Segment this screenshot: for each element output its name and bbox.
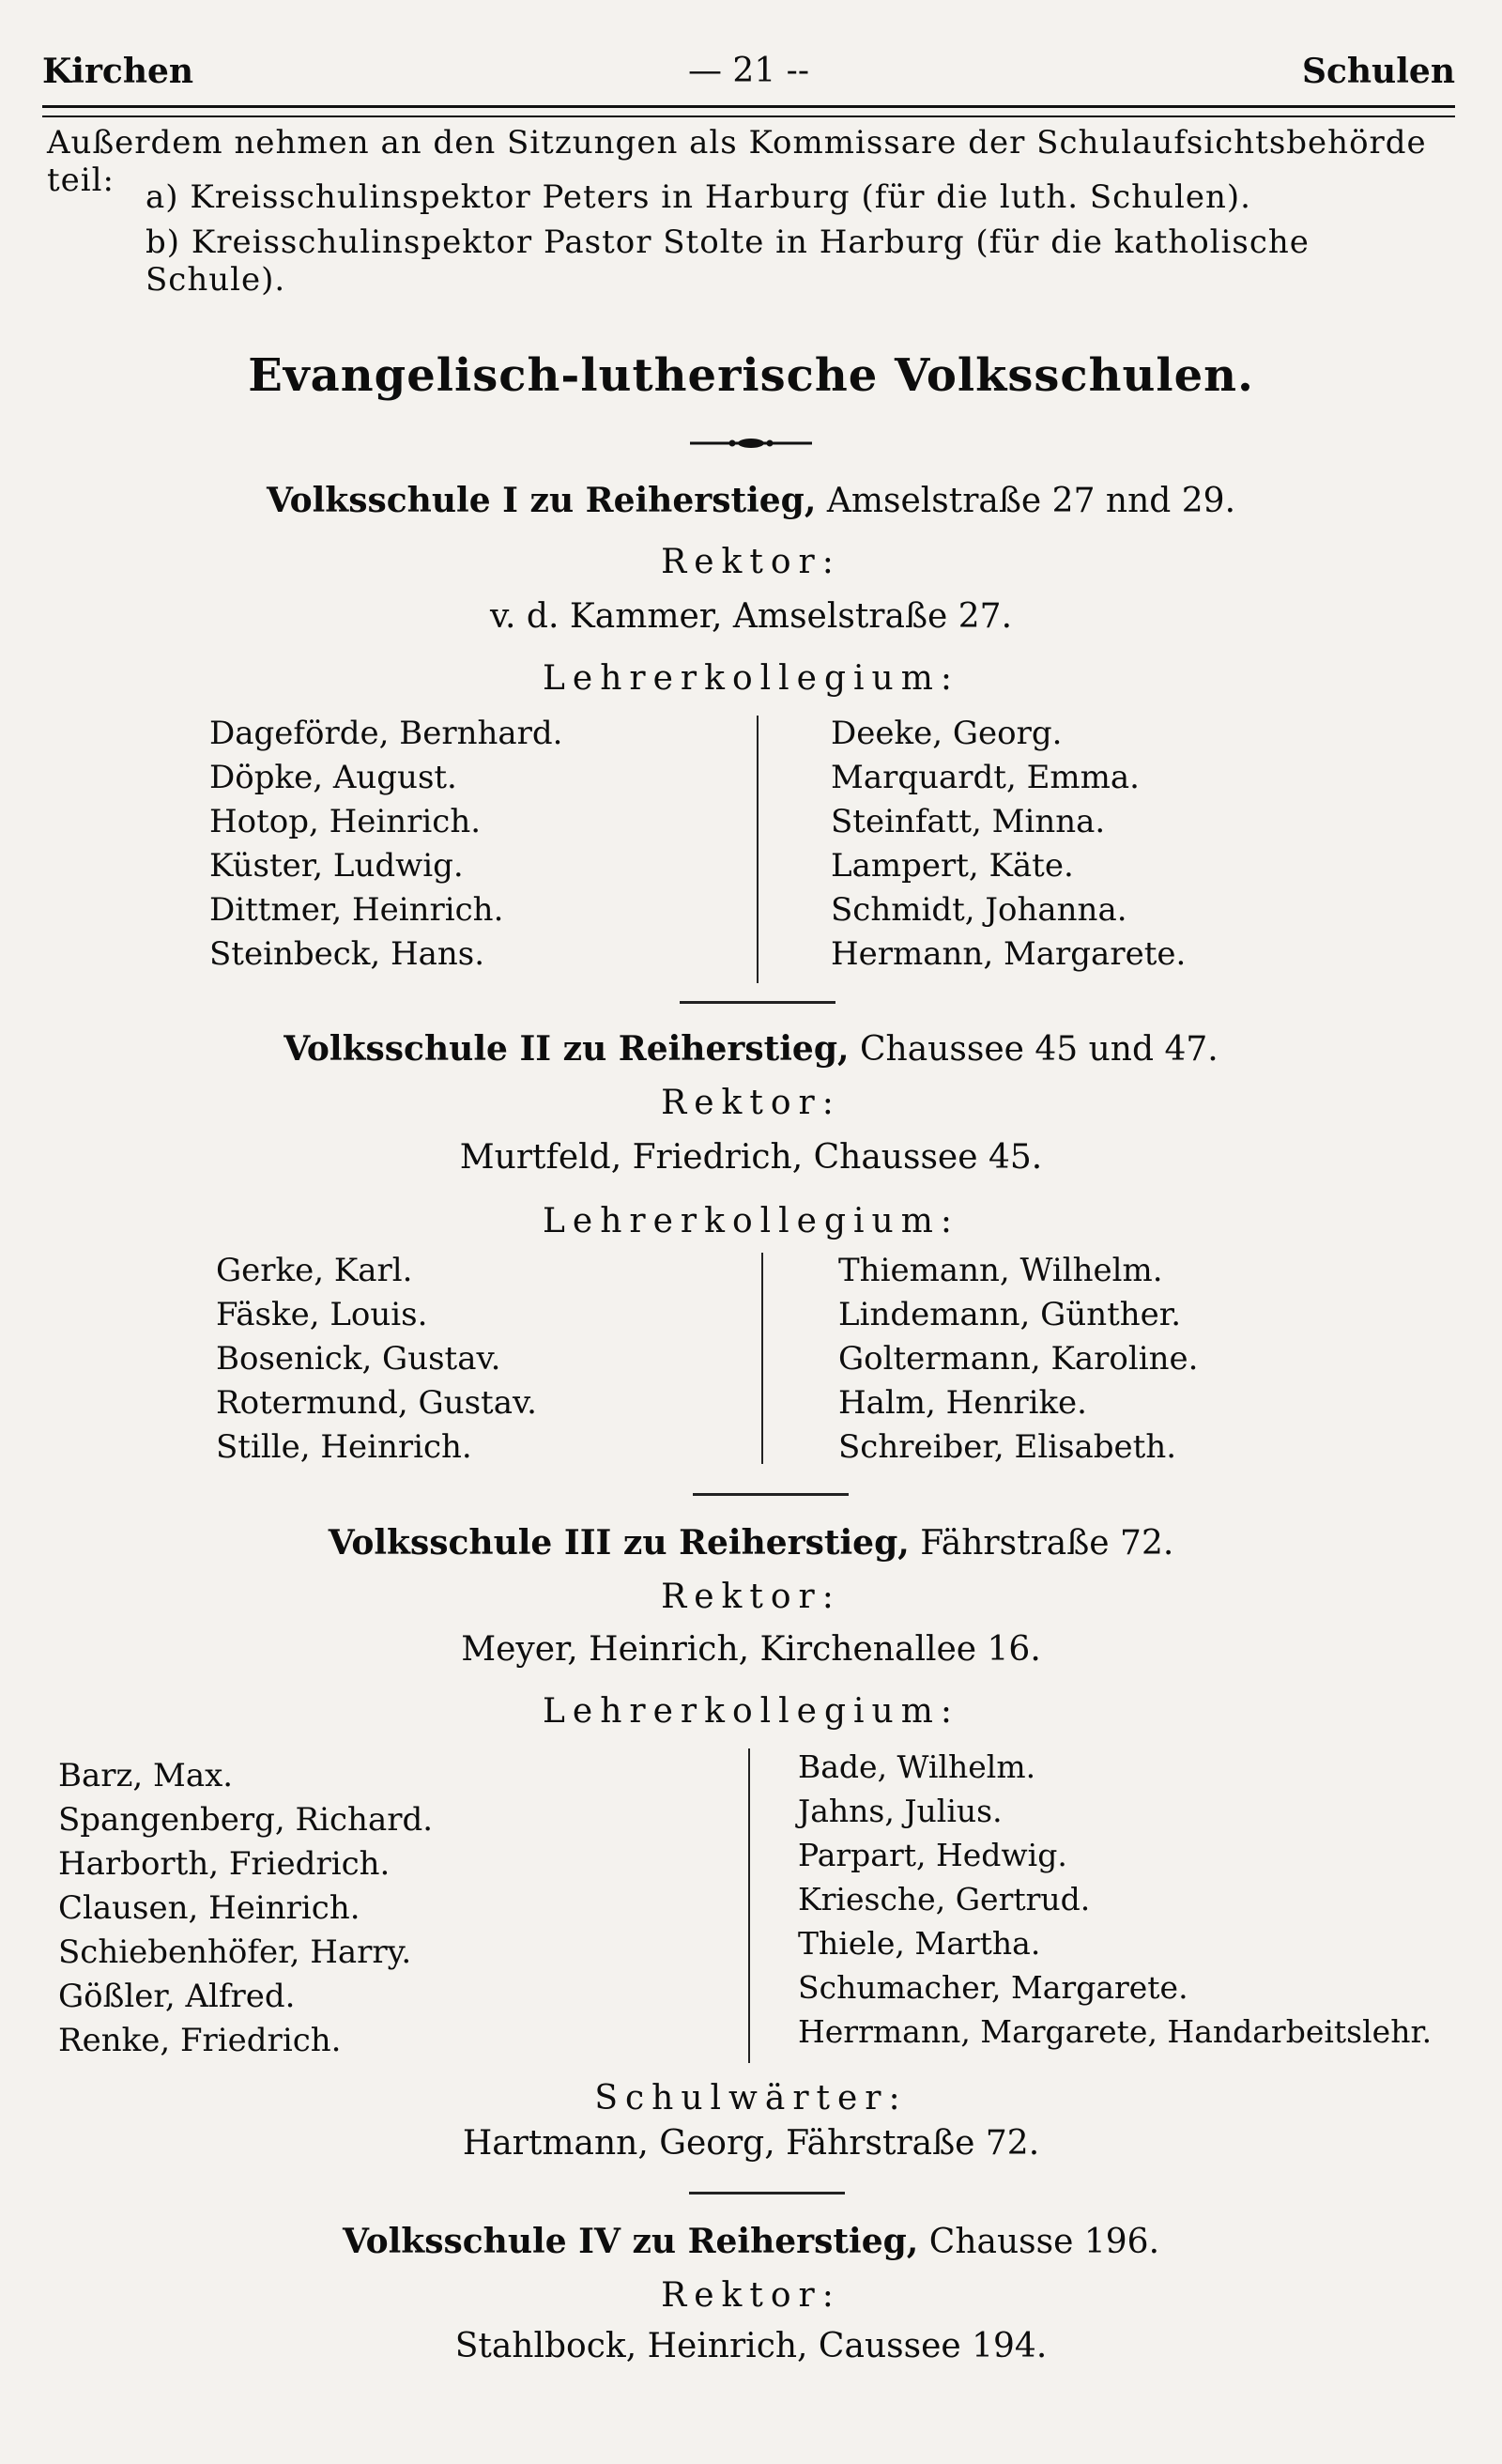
column-divider: [748, 1748, 750, 2063]
teacher-name: Herrmann, Margarete, Handarbeitslehr.: [798, 2013, 1433, 2050]
teacher-name: Schiebenhöfer, Harry.: [58, 1933, 412, 1971]
school-address: Fährstraße 72.: [920, 1524, 1174, 1563]
teacher-name: Gerke, Karl.: [216, 1252, 413, 1289]
section-title: Evangelisch-lutherische Volksschulen.: [248, 349, 1254, 402]
teacher-name: Renke, Friedrich.: [58, 2022, 342, 2059]
school-name: Volksschule III zu Reiherstieg,: [328, 1523, 910, 1563]
school-name: Volksschule IV zu Reiherstieg,: [342, 2222, 919, 2261]
teacher-name: Harborth, Friedrich.: [58, 1845, 391, 1883]
school-address: Chausse 196.: [928, 2223, 1160, 2261]
teacher-name: Schmidt, Johanna.: [831, 891, 1127, 929]
teacher-name: Spangenberg, Richard.: [58, 1801, 434, 1839]
teacher-name: Küster, Ludwig.: [209, 847, 464, 885]
rektor-label: Rektor:: [661, 1084, 841, 1122]
rektor-label: Rektor:: [661, 2276, 841, 2315]
teacher-list-right: [838, 1249, 1198, 1470]
teacher-name: Steinbeck, Hans.: [209, 935, 485, 973]
header-right: Schulen: [1301, 52, 1455, 91]
school-heading: [0, 1029, 1502, 1069]
kollegium-label: Lehrerkollegium:: [543, 1202, 959, 1240]
rektor-name: Stahlbock, Heinrich, Caussee 194.: [454, 2327, 1048, 2365]
teacher-name: Steinfatt, Minna.: [831, 803, 1106, 840]
teacher-name: Gößler, Alfred.: [58, 1978, 296, 2015]
schulwaerter-name: Hartmann, Georg, Fährstraße 72.: [462, 2124, 1040, 2163]
teacher-list-right: [798, 1745, 1432, 2054]
teacher-name: Halm, Henrike.: [838, 1384, 1087, 1422]
teacher-name: Bosenick, Gustav.: [216, 1340, 501, 1378]
school-address: Amselstraße 27 nnd 29.: [826, 482, 1236, 520]
teacher-name: Hermann, Margarete.: [831, 935, 1187, 973]
column-divider: [761, 1253, 763, 1464]
teacher-name: Goltermann, Karoline.: [838, 1340, 1199, 1378]
intro-item-a: a) Kreisschulinspektor Peters in Harburg (für die luth. Schulen).: [146, 178, 1251, 216]
page-number: — 21 --: [687, 52, 810, 90]
teacher-list-left: [216, 1249, 537, 1470]
rektor-name: Murtfeld, Friedrich, Chaussee 45.: [459, 1138, 1043, 1177]
rektor-name: v. d. Kammer, Amselstraße 27.: [489, 597, 1013, 636]
ornament-divider: [690, 438, 812, 449]
teacher-name: Lampert, Käte.: [831, 847, 1074, 885]
section-divider: [689, 2192, 845, 2194]
kollegium-label: Lehrerkollegium:: [543, 659, 959, 698]
teacher-name: Stille, Heinrich.: [216, 1428, 472, 1466]
teacher-name: Thiemann, Wilhelm.: [838, 1252, 1163, 1289]
column-divider: [757, 716, 759, 983]
intro-item-b: b) Kreisschulinspektor Pastor Stolte in Harburg (für die katholische Schule).: [146, 223, 1310, 299]
teacher-name: Schumacher, Margarete.: [798, 1969, 1188, 2006]
section-divider: [680, 1001, 835, 1004]
teacher-list-right: [831, 712, 1186, 977]
teacher-name: Barz, Max.: [58, 1757, 234, 1794]
teacher-name: Kriesche, Gertrud.: [798, 1881, 1091, 1917]
teacher-name: Marquardt, Emma.: [831, 759, 1140, 796]
teacher-name: Lindemann, Günther.: [838, 1296, 1182, 1333]
teacher-name: Döpke, August.: [209, 759, 457, 796]
teacher-list-left: [209, 712, 562, 977]
schulwaerter-label: Schulwärter:: [594, 2079, 908, 2118]
page-header: [42, 52, 1455, 99]
teacher-name: Fäske, Louis.: [216, 1296, 428, 1333]
rektor-label: Rektor:: [661, 543, 841, 581]
header-rule: [42, 105, 1455, 117]
teacher-name: Dittmer, Heinrich.: [209, 891, 504, 929]
teacher-name: Dageförde, Bernhard.: [209, 715, 563, 752]
teacher-list-left: [58, 1754, 433, 2063]
teacher-name: Thiele, Martha.: [798, 1925, 1041, 1962]
teacher-name: Hotop, Heinrich.: [209, 803, 482, 840]
rektor-label: Rektor:: [661, 1578, 841, 1616]
school-heading: [0, 1523, 1502, 1563]
rektor-name: Meyer, Heinrich, Kirchenallee 16.: [461, 1630, 1041, 1669]
section-divider: [693, 1493, 849, 1496]
teacher-name: Jahns, Julius.: [798, 1793, 1003, 1829]
teacher-name: Bade, Wilhelm.: [798, 1748, 1036, 1785]
school-heading: [0, 2222, 1502, 2261]
teacher-name: Rotermund, Gustav.: [216, 1384, 537, 1422]
school-address: Chaussee 45 und 47.: [859, 1030, 1218, 1069]
teacher-name: Schreiber, Elisabeth.: [838, 1428, 1177, 1466]
header-left: Kirchen: [42, 52, 194, 91]
teacher-name: Clausen, Heinrich.: [58, 1889, 360, 1927]
school-name: Volksschule II zu Reiherstieg,: [284, 1029, 850, 1069]
intro-line: Außerdem nehmen an den Sitzungen als Kommissare der Schulaufsichtsbehörde teil:: [47, 124, 1427, 199]
kollegium-label: Lehrerkollegium:: [543, 1692, 959, 1731]
teacher-name: Deeke, Georg.: [831, 715, 1063, 752]
teacher-name: Parpart, Hedwig.: [798, 1837, 1067, 1873]
school-heading: [0, 481, 1502, 520]
school-name: Volksschule I zu Reiherstieg,: [266, 481, 817, 520]
